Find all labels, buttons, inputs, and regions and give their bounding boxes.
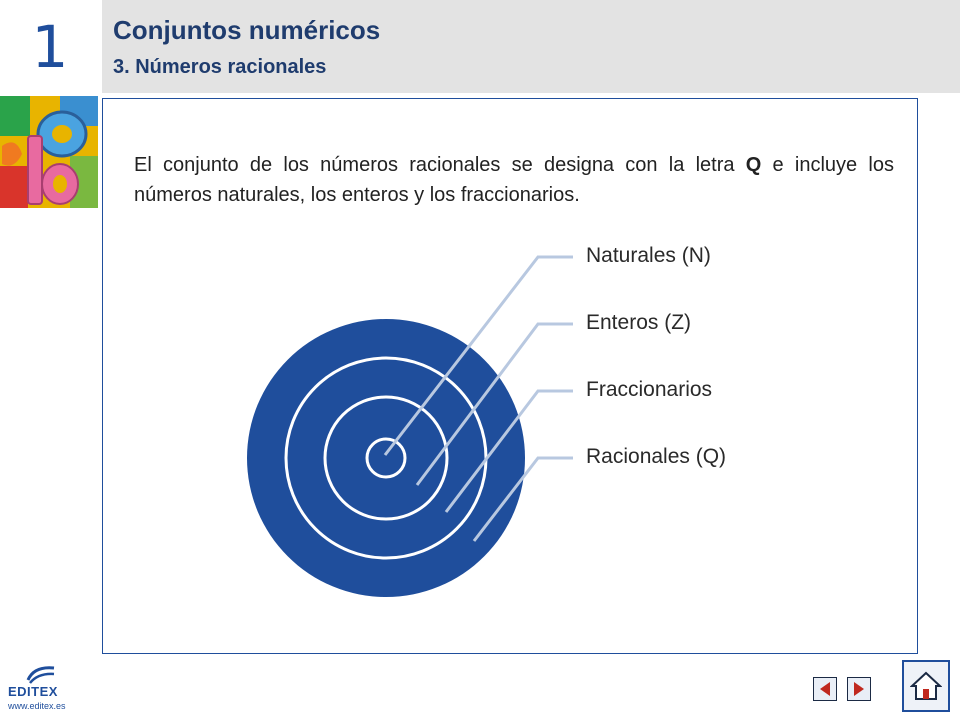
page-title: Conjuntos numéricos <box>113 15 381 45</box>
brand-url: www.editex.es <box>8 701 66 711</box>
next-button[interactable] <box>847 677 871 701</box>
label-enteros: Enteros (Z) <box>586 311 692 334</box>
decorative-letters-image <box>0 96 98 208</box>
arrow-right-icon <box>852 681 866 697</box>
home-button[interactable] <box>902 660 950 712</box>
label-fraccionarios: Fraccionarios <box>586 378 713 401</box>
arrow-left-icon <box>818 681 832 697</box>
home-icon <box>910 670 942 702</box>
brand-name: EDITEX <box>8 684 58 699</box>
intro-text-1: El conjunto de los números racionales se designa con la letra <box>134 154 746 176</box>
chapter-number: 1 <box>31 12 69 81</box>
intro-letter-q: Q <box>745 154 762 176</box>
previous-button[interactable] <box>813 677 837 701</box>
header-bar <box>102 0 960 93</box>
intro-paragraph <box>134 150 894 210</box>
label-racionales: Racionales (Q) <box>586 445 727 468</box>
label-naturales: Naturales (N) <box>586 244 711 267</box>
intro-text-2: e incluye los números naturales, los enteros y los fraccionarios. <box>134 154 894 206</box>
page-subtitle: 3. Números racionales <box>113 56 327 78</box>
